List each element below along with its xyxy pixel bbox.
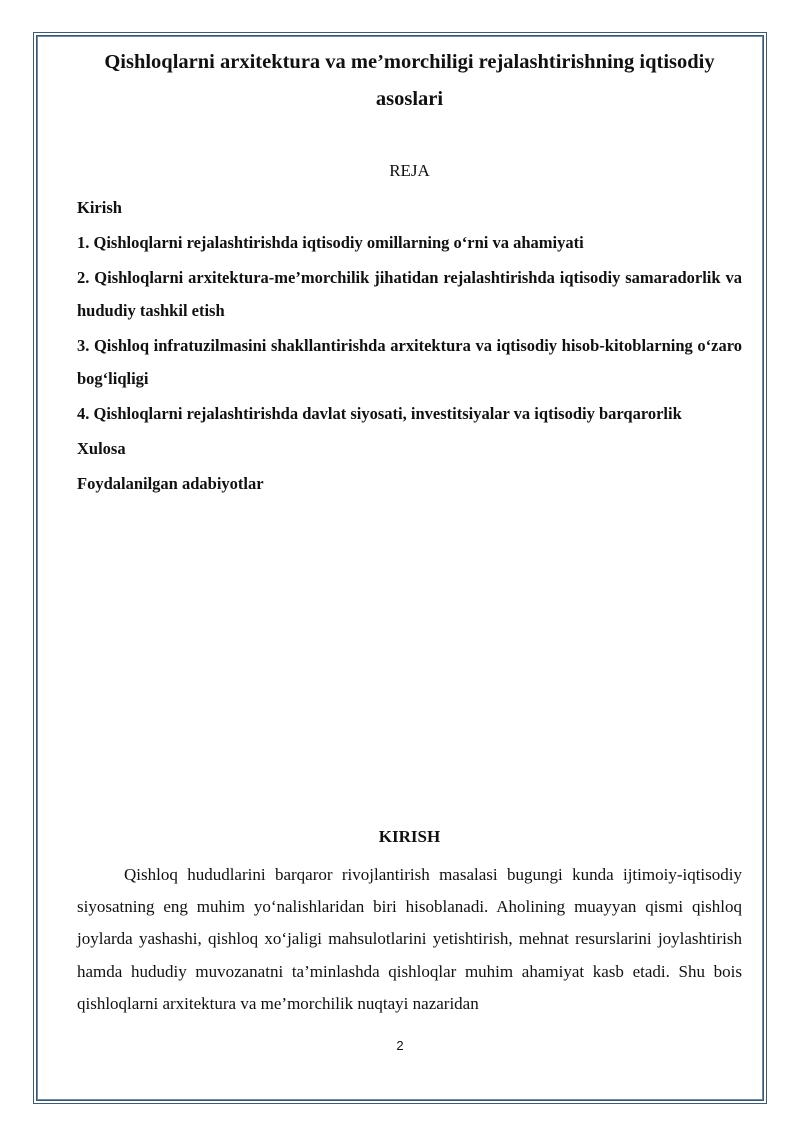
- plan-heading: REJA: [389, 161, 430, 180]
- plan-item-1: 1. Qishloqlarni rejalashtirishda iqtisodiy omillarning o‘rni va ahamiyati: [77, 233, 584, 252]
- intro-paragraph: Qishloq hududlarini barqaror rivojlantirish masalasi bugungi kunda ijtimoiy-iqtisodiy siyosatning eng muhim yo‘nalishlaridan biri hisoblanadi. Aholining muayyan qismi qishloq joylarda yashashi, qishloq xo‘jaligi mahsulotlarini yetishtirish, mehnat resurslarini joylashtirish hamda hududiy muvozanatni ta’minlashda qishloqlar muhim ahamiyat kasb etadi. Shu bois qishloqlarni arxitektura va me’morchilik nuqtayi nazaridan: [77, 865, 742, 1013]
- plan-item-2: 2. Qishloqlarni arxitektura-me’morchilik jihatidan rejalashtirishda iqtisodiy samaradorlik va hududiy tashkil etish: [77, 268, 742, 320]
- plan-item-3: 3. Qishloq infratuzilmasini shakllantirishda arxitektura va iqtisodiy hisob-kitoblarning o‘zaro bog‘liqligi: [77, 336, 742, 388]
- section-title-introduction: KIRISH: [378, 827, 441, 846]
- page-number: 2: [396, 1038, 404, 1053]
- plan-item-conclusion: Xulosa: [77, 439, 126, 458]
- plan-list: [77, 191, 742, 502]
- plan-item-4: 4. Qishloqlarni rejalashtirishda davlat siyosati, investitsiyalar va iqtisodiy barqarorlik: [77, 404, 682, 423]
- plan-item-introduction: Kirish: [77, 198, 122, 217]
- plan-item-references: Foydalanilgan adabiyotlar: [77, 474, 264, 493]
- document-title: Qishloqlarni arxitektura va me’morchiligi rejalashtirishning iqtisodiy asoslari: [104, 51, 715, 110]
